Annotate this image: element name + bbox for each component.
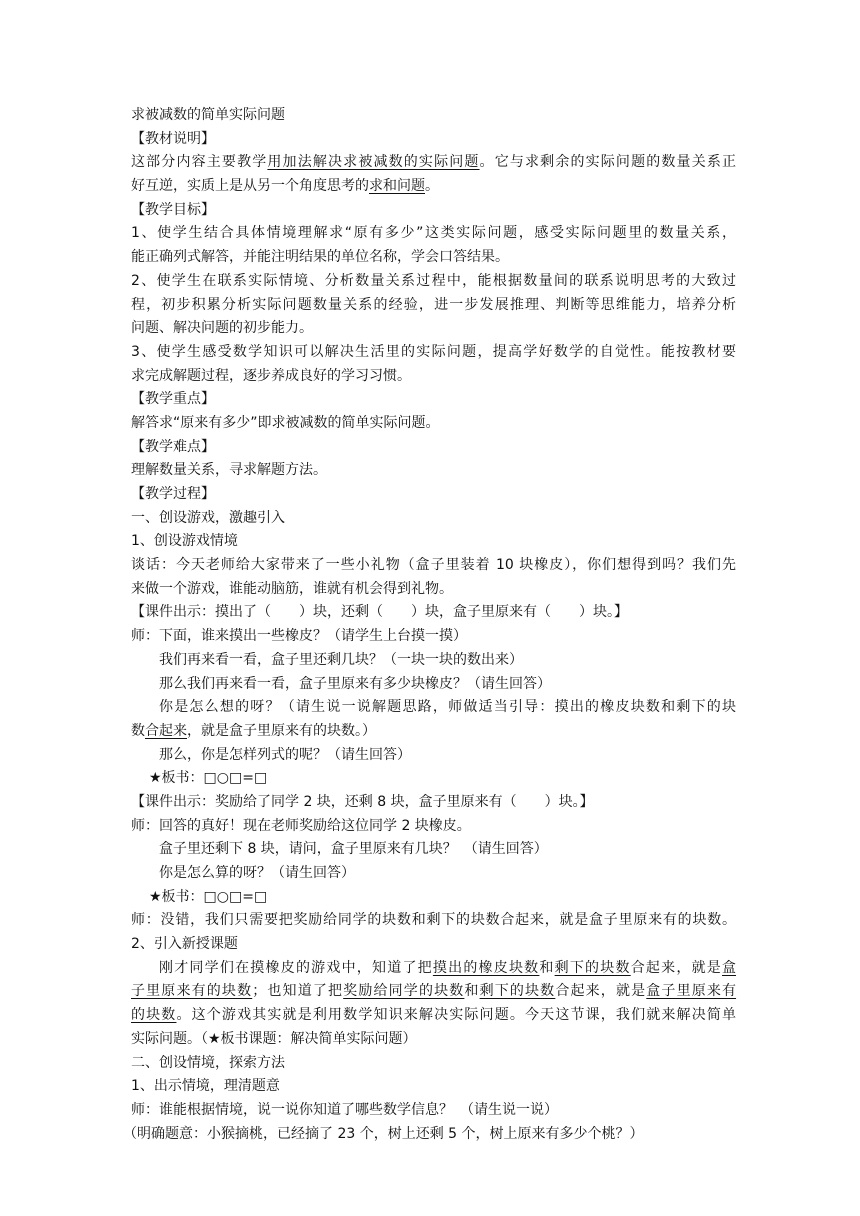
document-body: [123, 104, 737, 1146]
section-1-1-title: 1、创设游戏情境: [131, 533, 238, 550]
section-1-2-title: 2、引入新授课题: [131, 936, 238, 953]
teacher-line-2: 我们再来看一看，盒子里还剩几块？（一块一块的数出来）: [159, 651, 523, 668]
heading-key-point: 【教学重点】: [131, 391, 215, 408]
teacher-line-3: 那么我们再来看一看，盒子里原来有多少块橡皮？（请生回答）: [159, 675, 551, 692]
talk-line-1: 谈话：今天老师给大家带来了一些小礼物（盒子里装着 10 块橡皮），你们想得到吗？我们先: [131, 557, 736, 574]
goal-2-line-2: 程，初步积累分析实际问题数量关系的经验，进一步发展推理、判断等思维能力，培养分析: [131, 296, 736, 313]
teacher-line-11: （明确题意：小猴摘桃，已经摘了 23 个，树上还剩 5 个，树上原来有多少个桃？）: [123, 1125, 644, 1142]
teacher-line-4b: 数合起来，就是盒子里原来有的块数。）: [131, 722, 376, 739]
textbook-line-2: 好互逆，实质上是从另一个角度思考的求和问题。: [131, 178, 439, 195]
intro-line-3: 的块数。这个游戏其实就是利用数学知识来解决实际问题。今天这节课，我们就来解决简单: [131, 1007, 737, 1024]
teacher-line-7: 盒子里还剩下 8 块，请问，盒子里原来有几块？ （请生回答）: [159, 841, 548, 858]
heading-textbook: 【教材说明】: [131, 130, 215, 147]
doc-title: 求被减数的简单实际问题: [131, 107, 285, 123]
section-2-title: 二、创设情境，探索方法: [131, 1054, 285, 1071]
courseware-2: 【课件出示：奖励给了同学 2 块，还剩 8 块，盒子里原来有（ ）块。】: [131, 793, 594, 810]
teacher-line-10: 师：谁能根据情境，说一说你知道了哪些数学信息？ （请生说一说）: [131, 1101, 558, 1118]
board-note-1: ★板书：□○□=□: [149, 770, 268, 787]
teacher-line-1: 师：下面，谁来摸出一些橡皮？（请学生上台摸一摸）: [131, 628, 467, 645]
goal-2-line-3: 问题、解决问题的初步能力。: [131, 320, 313, 337]
heading-goals: 【教学目标】: [131, 201, 215, 218]
courseware-1: 【课件出示：摸出了（ ）块，还剩（ ）块，盒子里原来有（ ）块。】: [131, 604, 628, 621]
section-1-title: 一、创设游戏，激趣引入: [131, 509, 285, 526]
teacher-line-5: 那么，你是怎样列式的呢？（请生回答）: [159, 746, 411, 763]
intro-line-1: 刚才同学们在摸橡皮的游戏中，知道了把摸出的橡皮块数和剩下的块数合起来，就是盒: [159, 959, 737, 976]
intro-line-4: 实际问题。（★板书课题：解决简单实际问题）: [131, 1030, 417, 1047]
goal-3-line-1: 3、使学生感受数学知识可以解决生活里的实际问题，提高学好数学的自觉性。能按教材要: [131, 343, 736, 360]
teacher-line-6: 师：回答的真好！现在老师奖励给这位同学 2 块橡皮。: [131, 817, 471, 834]
talk-line-2: 来做一个游戏，谁能动脑筋，谁就有机会得到礼物。: [131, 580, 453, 597]
difficulty-text: 理解数量关系，寻求解题方法。: [131, 462, 327, 479]
board-note-2: ★板书：□○□=□: [149, 888, 268, 905]
heading-process: 【教学过程】: [131, 486, 215, 502]
intro-line-2: 子里原来有的块数；也知道了把奖励给同学的块数和剩下的块数合起来，就是盒子里原来有: [131, 983, 737, 1000]
teacher-line-4: 你是怎么想的呀？（请生说一说解题思路，师做适当引导：摸出的橡皮块数和剩下的块: [159, 699, 736, 716]
section-2-1-title: 1、出示情境，理清题意: [131, 1078, 280, 1095]
heading-difficulty: 【教学难点】: [131, 438, 215, 455]
goal-1-line-1: 1、使学生结合具体情境理解求“原有多少”这类实际问题，感受实际问题里的数量关系，: [131, 225, 736, 242]
teacher-line-8: 你是怎么算的呀？（请生回答）: [159, 865, 355, 881]
goal-1-line-2: 能正确列式解答，并能注明结果的单位名称，学会口答结果。: [131, 249, 509, 266]
goal-2-line-1: 2、使学生在联系实际情境、分析数量关系过程中，能根据数量间的联系说明思考的大致过: [131, 272, 736, 289]
teacher-line-9: 师：没错，我们只需要把奖励给同学的块数和剩下的块数合起来，就是盒子里原来有的块数。: [131, 912, 736, 929]
key-point-text: 解答求“原来有多少”即求被减数的简单实际问题。: [131, 414, 440, 431]
textbook-line-1: 这部分内容主要教学用加法解决求被减数的实际问题。它与求剩余的实际问题的数量关系正: [131, 154, 737, 171]
goal-3-line-2: 求完成解题过程，逐步养成良好的学习习惯。: [131, 367, 411, 384]
